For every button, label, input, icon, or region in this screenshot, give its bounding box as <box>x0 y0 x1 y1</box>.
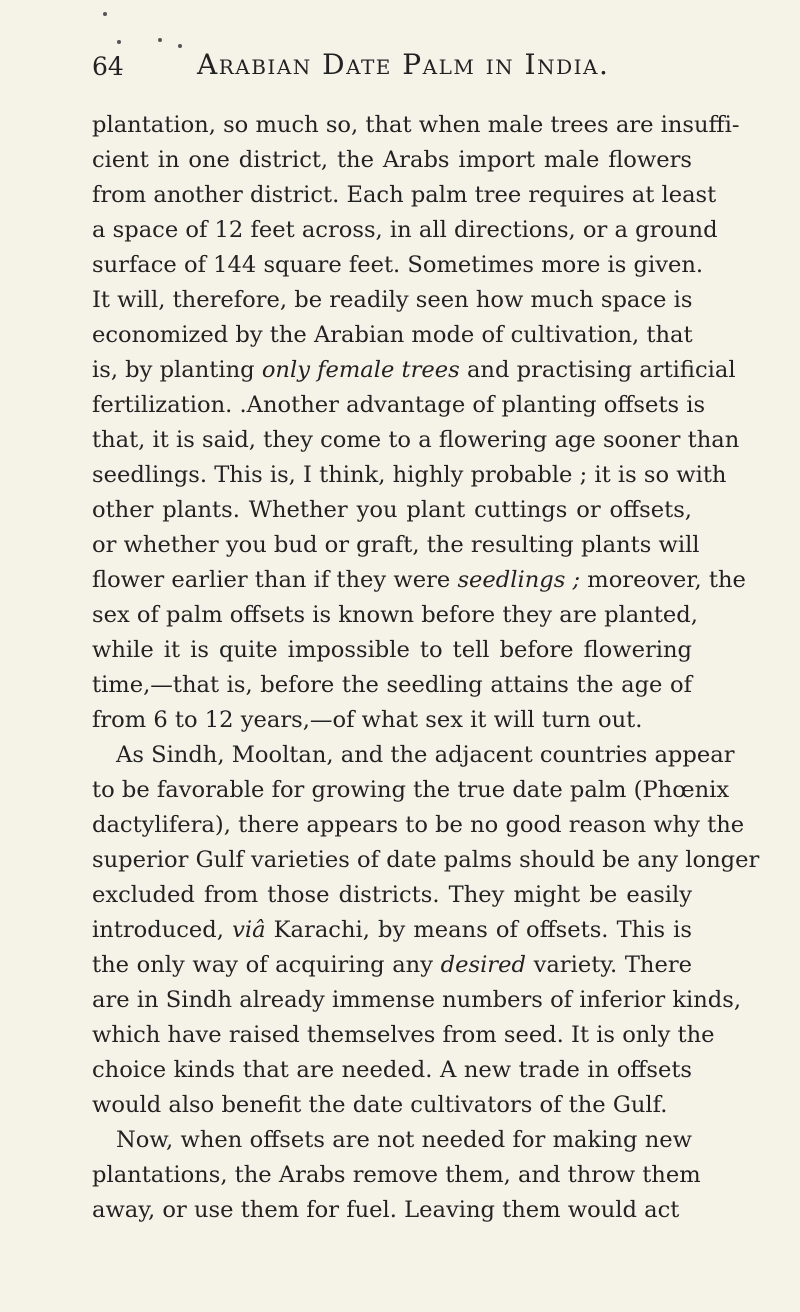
printing-speck <box>117 40 121 44</box>
text-line: which have raised themselves from seed. It is only the <box>92 1022 715 1048</box>
text-line: from another district. Each palm tree requires at least <box>92 182 717 208</box>
running-title: Arabian Date Palm in India. <box>197 48 610 81</box>
text-line: would also benefit the date cultivators of the Gulf. <box>92 1092 668 1118</box>
text-line: other plants. Whether you plant cuttings or offsets, <box>92 497 692 523</box>
text-line: Now, when offsets are not needed for making new <box>116 1127 692 1153</box>
text-line: It will, therefore, be readily seen how much space is <box>92 287 693 313</box>
text-line: seedlings. This is, I think, highly probable ; it is so with <box>92 462 727 488</box>
text-line: plantations, the Arabs remove them, and throw them <box>92 1162 701 1188</box>
text-line: As Sindh, Mooltan, and the adjacent countries appear <box>116 742 735 768</box>
page-number: 64 <box>92 52 124 81</box>
printing-speck <box>103 12 107 16</box>
italic-phrase: desired <box>440 952 526 978</box>
italic-phrase: viâ <box>232 917 266 943</box>
text-line: economized by the Arabian mode of cultivation, that <box>92 322 693 348</box>
text-line: while it is quite impossible to tell before flowering <box>92 637 692 663</box>
text-line: sex of palm offsets is known before they are planted, <box>92 602 698 628</box>
text-line: dactylifera), there appears to be no good reason why the <box>92 812 745 838</box>
text-line: surface of 144 square feet. Sometimes more is given. <box>92 252 704 278</box>
text-line: choice kinds that are needed. A new trade in offsets <box>92 1057 692 1083</box>
text-line: a space of 12 feet across, in all directions, or a ground <box>92 217 718 243</box>
text-line: plantation, so much so, that when male trees are insuffi- <box>92 112 740 138</box>
printing-speck <box>158 38 162 42</box>
page-header <box>92 48 692 88</box>
text-line: are in Sindh already immense numbers of inferior kinds, <box>92 987 742 1013</box>
text-line: to be favorable for growing the true date palm (Phœnix <box>92 777 730 803</box>
text-line: cient in one district, the Arabs import male flowers <box>92 147 692 173</box>
text-line: flower earlier than if they were seedlings ; moreover, the <box>92 567 746 593</box>
body-text <box>92 108 760 1228</box>
text-line: the only way of acquiring any desired variety. There <box>92 952 693 978</box>
text-line: away, or use them for fuel. Leaving them would act <box>92 1197 680 1223</box>
text-line: superior Gulf varieties of date palms should be any longer <box>92 847 760 873</box>
text-line: introduced, viâ Karachi, by means of offsets. This is <box>92 917 692 943</box>
text-line: from 6 to 12 years,—of what sex it will turn out. <box>92 707 643 733</box>
text-line: time,—that is, before the seedling attains the age of <box>92 672 692 698</box>
text-line: excluded from those districts. They might be easily <box>92 882 692 908</box>
italic-phrase: seedlings ; <box>457 567 581 593</box>
text-line: is, by planting only female trees and practising artificial <box>92 357 736 383</box>
text-line: fertilization. .Another advantage of planting offsets is <box>92 392 706 418</box>
italic-phrase: only female trees <box>261 357 460 383</box>
text-line: or whether you bud or graft, the resulting plants will <box>92 532 700 558</box>
text-line: that, it is said, they come to a flowering age sooner than <box>92 427 740 453</box>
